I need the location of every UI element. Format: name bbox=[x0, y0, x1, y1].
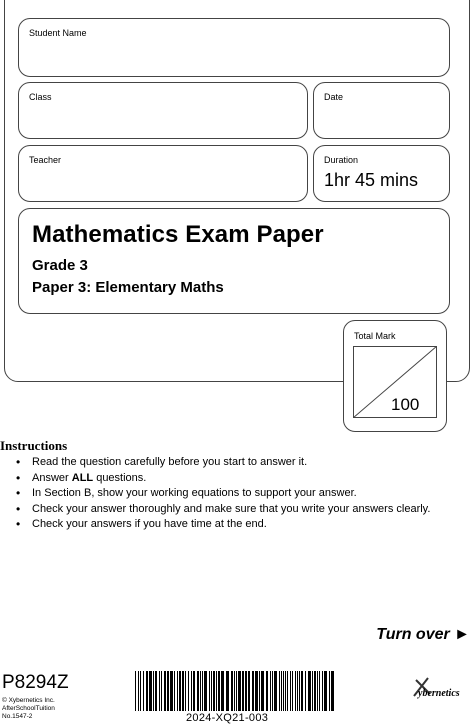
barcode-bar bbox=[182, 671, 184, 711]
barcode-bar bbox=[317, 671, 318, 711]
barcode-bar bbox=[197, 671, 199, 711]
barcode-bar bbox=[312, 671, 313, 711]
list-item: • Check your answer thoroughly and make sure that you write your answers clearly. bbox=[32, 502, 430, 518]
barcode-bar bbox=[216, 671, 217, 711]
student-name-label: Student Name bbox=[29, 28, 87, 38]
exam-title: Mathematics Exam Paper bbox=[32, 221, 324, 248]
barcode-bar bbox=[161, 671, 162, 711]
paper-code: P8294Z bbox=[2, 672, 69, 693]
barcode-bar bbox=[236, 671, 237, 711]
barcode-bar bbox=[202, 671, 203, 711]
barcode-bar bbox=[297, 671, 298, 711]
barcode-bar bbox=[322, 671, 323, 711]
barcode-bar bbox=[324, 671, 327, 711]
class-label: Class bbox=[29, 92, 52, 102]
instructions-heading: Instructions bbox=[0, 438, 68, 453]
turn-over-label: Turn over ► bbox=[376, 626, 470, 643]
barcode-bar bbox=[234, 671, 235, 711]
barcode-bar bbox=[164, 671, 166, 711]
barcode-bar bbox=[248, 671, 250, 711]
barcode-bar bbox=[155, 671, 157, 711]
barcode-bar bbox=[149, 671, 152, 711]
score-square[interactable] bbox=[353, 346, 437, 418]
total-mark-box bbox=[343, 320, 447, 432]
org-text: AfterSchoolTuition bbox=[2, 705, 55, 712]
barcode-bar bbox=[252, 671, 254, 711]
teacher-label: Teacher bbox=[29, 155, 62, 165]
barcode-bar bbox=[170, 671, 173, 711]
date-field[interactable] bbox=[313, 82, 450, 139]
list-item: • Read the question carefully before you start to answer it. bbox=[32, 455, 430, 471]
duration-label: Duration bbox=[324, 155, 359, 165]
paper-label: Paper 3: Elementary Maths bbox=[32, 279, 224, 296]
barcode-bar bbox=[301, 671, 303, 711]
barcode-bar bbox=[146, 671, 148, 711]
barcode-bar bbox=[159, 671, 160, 711]
barcode-bar bbox=[238, 671, 241, 711]
barcode-bar bbox=[272, 671, 273, 711]
barcode-bar bbox=[305, 671, 306, 711]
barcode-bar bbox=[255, 671, 258, 711]
barcode-bar bbox=[209, 671, 210, 711]
barcode-bar bbox=[329, 671, 330, 711]
barcode-bar bbox=[200, 671, 201, 711]
barcode-bar bbox=[218, 671, 220, 711]
barcode-bar bbox=[191, 671, 192, 711]
barcode-bar bbox=[153, 671, 154, 711]
barcode-bar bbox=[285, 671, 286, 711]
barcode-bar bbox=[319, 671, 320, 711]
barcode-bar bbox=[308, 671, 311, 711]
barcode-bar bbox=[231, 671, 233, 711]
barcode-bar bbox=[270, 671, 271, 711]
barcode-bar bbox=[245, 671, 247, 711]
barcode-bar bbox=[299, 671, 300, 711]
barcode-bar bbox=[211, 671, 212, 711]
barcode-bar bbox=[314, 671, 316, 711]
barcode-bar bbox=[138, 671, 139, 711]
date-label: Date bbox=[324, 92, 344, 102]
class-field[interactable] bbox=[18, 82, 308, 139]
barcode-bar bbox=[287, 671, 288, 711]
barcode-bar bbox=[281, 671, 282, 711]
barcode-bar bbox=[179, 671, 181, 711]
barcode-bar bbox=[204, 671, 207, 711]
barcode-bar bbox=[279, 671, 280, 711]
instructions-list bbox=[14, 455, 430, 533]
list-item: • Check your answers if you have time at the end. bbox=[32, 517, 430, 533]
barcode-bar bbox=[167, 671, 169, 711]
barcode-bar bbox=[331, 671, 334, 711]
barcode-bar bbox=[266, 671, 268, 711]
duration-box bbox=[313, 145, 450, 202]
barcode bbox=[135, 671, 335, 711]
barcode-bar bbox=[193, 671, 195, 711]
barcode-bar bbox=[185, 671, 186, 711]
barcode-bar bbox=[140, 671, 141, 711]
number-text: No.1547-2 bbox=[2, 713, 33, 720]
barcode-bar bbox=[135, 671, 136, 711]
grade-label: Grade 3 bbox=[32, 257, 88, 274]
barcode-bar bbox=[261, 671, 264, 711]
barcode-text: 2024-XQ21-003 bbox=[186, 712, 269, 724]
copyright-text: © Xybernetics Inc. bbox=[2, 697, 55, 704]
barcode-bar bbox=[274, 671, 277, 711]
barcode-bar bbox=[226, 671, 229, 711]
barcode-bar bbox=[295, 671, 296, 711]
barcode-bar bbox=[177, 671, 178, 711]
barcode-bar bbox=[174, 671, 175, 711]
brand-name: ybernetics bbox=[418, 688, 460, 699]
barcode-bar bbox=[213, 671, 215, 711]
list-item: • Answer ALL questions. bbox=[32, 471, 430, 487]
barcode-bar bbox=[143, 671, 144, 711]
title-box bbox=[18, 208, 450, 314]
barcode-bar bbox=[259, 671, 260, 711]
duration-value: 1hr 45 mins bbox=[324, 170, 419, 190]
total-mark-value: 100 bbox=[391, 395, 420, 414]
barcode-bar bbox=[188, 671, 189, 711]
barcode-bar bbox=[221, 671, 224, 711]
barcode-bar bbox=[292, 671, 293, 711]
list-item: • In Section B, show your working equations to support your answer. bbox=[32, 486, 430, 502]
teacher-field[interactable] bbox=[18, 145, 308, 202]
barcode-bar bbox=[242, 671, 244, 711]
total-mark-label: Total Mark bbox=[354, 331, 396, 341]
barcode-bar bbox=[290, 671, 291, 711]
student-name-field[interactable] bbox=[18, 18, 450, 77]
barcode-bar bbox=[283, 671, 284, 711]
